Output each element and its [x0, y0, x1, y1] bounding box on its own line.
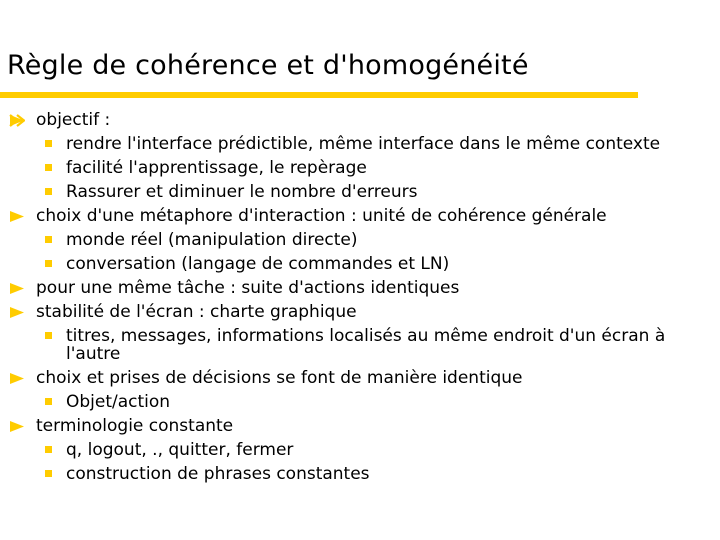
arrow-bullet-icon	[9, 300, 25, 324]
sub-bullet-item	[0, 390, 720, 414]
bullet-text: choix d'une métaphore d'interaction : unité de cohérence générale	[36, 206, 607, 226]
bullet-list	[0, 108, 720, 486]
square-bullet-icon	[45, 140, 52, 147]
bullet-item-terminologie	[0, 414, 720, 438]
square-bullet-icon	[45, 470, 52, 477]
title-underline	[0, 92, 638, 98]
arrow-bullet-icon	[9, 276, 25, 300]
sub-bullet-item	[0, 252, 720, 276]
bullet-item-metaphore	[0, 204, 720, 228]
bullet-item-decisions	[0, 366, 720, 390]
sub-bullet-text: Objet/action	[66, 392, 171, 412]
square-bullet-icon	[45, 260, 52, 267]
sub-bullet-text: conversation (langage de commandes et LN)	[66, 254, 450, 274]
sub-bullet-item	[0, 438, 720, 462]
arrow-bullet-icon	[9, 204, 25, 228]
bullet-text: stabilité de l'écran : charte graphique	[36, 302, 357, 322]
bullet-text: objectif :	[36, 110, 111, 130]
sub-bullet-text: titres, messages, informations localisés au même endroit d'un écran à l'autre	[66, 326, 666, 364]
square-bullet-icon	[45, 398, 52, 405]
sub-bullet-text: q, logout, ., quitter, fermer	[66, 440, 294, 460]
square-bullet-icon	[45, 188, 52, 195]
arrow-bullet-icon	[9, 366, 25, 390]
sub-bullet-item	[0, 156, 720, 180]
sub-bullet-text: monde réel (manipulation directe)	[66, 230, 358, 250]
sub-bullet-item	[0, 462, 720, 486]
sub-bullet-item	[0, 180, 720, 204]
square-bullet-icon	[45, 446, 52, 453]
bullet-item-objectif	[0, 108, 720, 132]
arrow-bullet-icon	[9, 414, 25, 438]
sub-bullet-item	[0, 228, 720, 252]
square-bullet-icon	[45, 164, 52, 171]
sub-bullet-text: facilité l'apprentissage, le repèrage	[66, 158, 367, 178]
sub-bullet-text: construction de phrases constantes	[66, 464, 370, 484]
sub-bullet-item	[0, 324, 720, 366]
bullet-text: terminologie constante	[36, 416, 234, 436]
square-bullet-icon	[45, 236, 52, 243]
bullet-item-tache	[0, 276, 720, 300]
square-bullet-icon	[45, 332, 52, 339]
bullet-text: pour une même tâche : suite d'actions identiques	[36, 278, 460, 298]
sub-bullet-text: rendre l'interface prédictible, même interface dans le même contexte	[66, 134, 661, 154]
bullet-item-stabilite	[0, 300, 720, 324]
sub-bullet-text: Rassurer et diminuer le nombre d'erreurs	[66, 182, 418, 202]
arrow-bullet-icon	[9, 108, 25, 132]
sub-bullet-item	[0, 132, 720, 156]
bullet-text: choix et prises de décisions se font de manière identique	[36, 368, 523, 388]
slide-title: Règle de cohérence et d'homogénéité	[7, 50, 529, 81]
